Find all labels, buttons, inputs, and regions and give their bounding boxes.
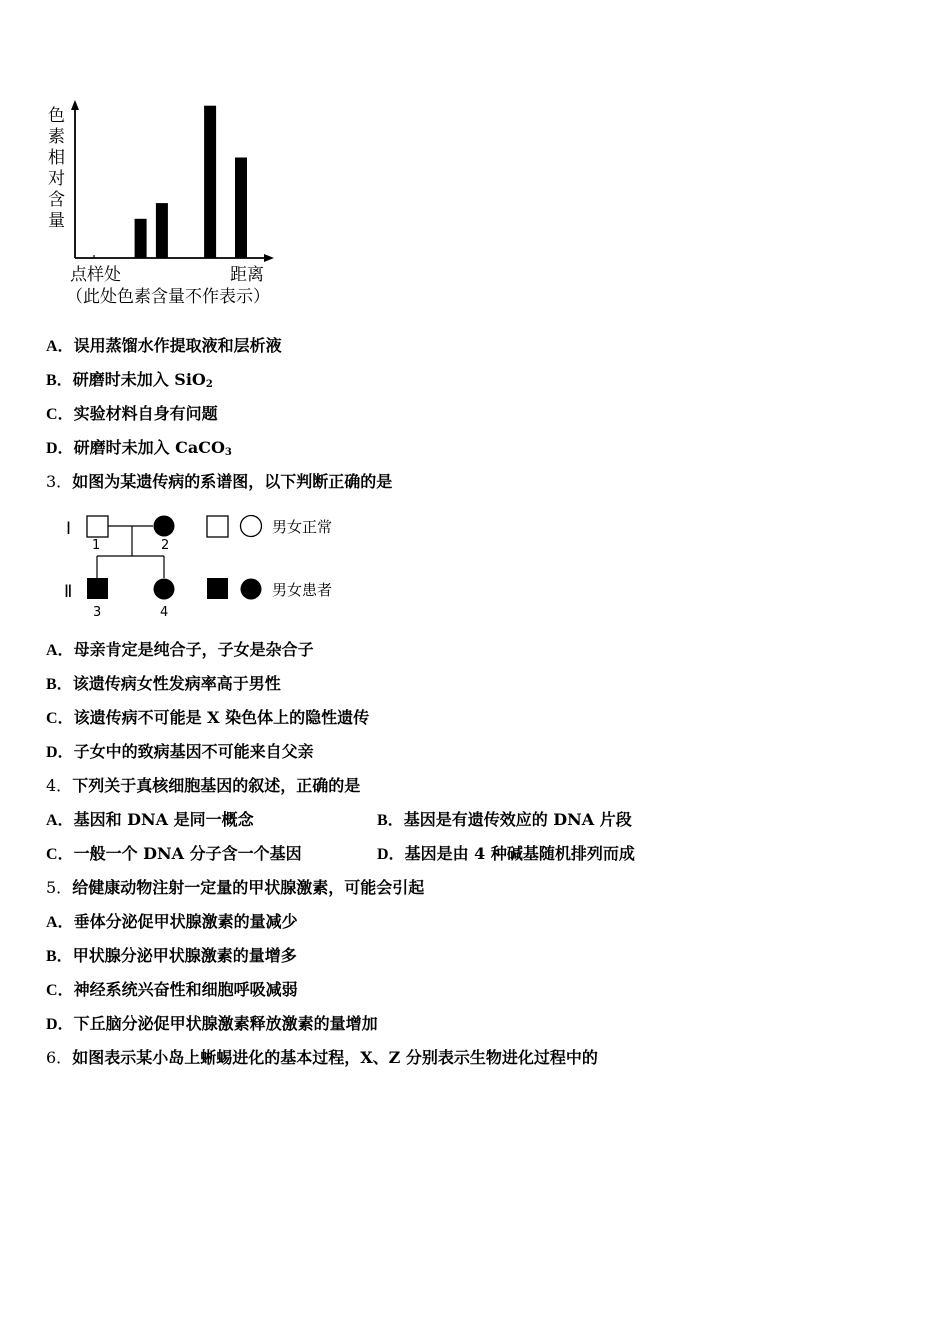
pigment-bar-3 xyxy=(204,106,216,258)
option-text: 神经系统兴奋性和细胞呼吸减弱 xyxy=(73,980,298,999)
q5-option-a[interactable] xyxy=(46,912,298,933)
question-number: 4． xyxy=(46,776,73,795)
option-text: 一般一个 DNA 分子含一个基因 xyxy=(73,844,302,863)
individual-number: 1 xyxy=(92,538,101,553)
legend-normal-label: 男女正常 xyxy=(272,518,333,536)
legend-affected-female xyxy=(241,579,262,600)
q4-stem xyxy=(46,776,360,796)
y-label-char: 对 xyxy=(48,169,65,189)
option-letter: A． xyxy=(46,642,74,659)
pigment-bar-1 xyxy=(135,219,147,258)
pigment-chart xyxy=(40,95,285,310)
option-text: 甲状腺分泌甲状腺激素的量增多 xyxy=(72,946,297,965)
option-letter: C． xyxy=(46,982,74,999)
option-text: 母亲肯定是纯合子，子女是杂合子 xyxy=(73,640,314,659)
q5-stem xyxy=(46,878,424,898)
pigment-bar-2 xyxy=(156,203,168,258)
individual-number: 4 xyxy=(160,605,169,620)
q3-option-b[interactable] xyxy=(46,674,281,695)
q5-option-d[interactable] xyxy=(46,1014,378,1035)
question-text: 如图表示某小岛上蜥蜴进化的基本过程，X、Z 分别表示生物进化过程中的 xyxy=(72,1048,598,1067)
subscript: 3 xyxy=(224,447,232,458)
legend-normal-male xyxy=(207,516,228,537)
option-letter: C． xyxy=(46,846,74,863)
option-letter: B． xyxy=(377,812,404,829)
option-text: 实验材料自身有问题 xyxy=(73,404,218,423)
option-letter: B． xyxy=(46,372,73,389)
option-letter: B． xyxy=(46,676,73,693)
generation-label-1: Ⅰ xyxy=(66,519,72,539)
option-letter: A． xyxy=(46,338,74,355)
option-letter: C． xyxy=(46,406,74,423)
q4-option-b[interactable] xyxy=(377,810,632,831)
q5-option-b[interactable] xyxy=(46,946,297,967)
x-axis-arrow xyxy=(264,254,274,262)
generation-label-2: Ⅱ xyxy=(64,582,73,602)
option-text: 研磨时未加入 CaCO xyxy=(73,438,225,457)
option-text: 基因和 DNA 是同一概念 xyxy=(73,810,254,829)
y-label-char: 量 xyxy=(48,211,65,231)
pedigree-chart xyxy=(60,508,360,626)
y-axis-arrow xyxy=(71,100,79,110)
question-number: 6． xyxy=(46,1048,73,1067)
question-text: 给健康动物注射一定量的甲状腺激素，可能会引起 xyxy=(72,878,425,897)
q3-stem xyxy=(46,472,392,492)
option-text: 基因是有遗传效应的 DNA 片段 xyxy=(403,810,632,829)
option-text: 误用蒸馏水作提取液和层析液 xyxy=(73,336,282,355)
pigment-bar-4 xyxy=(235,158,247,259)
q4-option-d[interactable] xyxy=(377,844,635,865)
q3-option-d[interactable] xyxy=(46,742,314,763)
y-label-char: 相 xyxy=(48,148,65,168)
subscript: 2 xyxy=(205,379,213,390)
individual-number: 2 xyxy=(161,538,170,553)
option-letter: D． xyxy=(377,846,405,863)
option-text: 子女中的致病基因不可能来自父亲 xyxy=(73,742,314,761)
bars xyxy=(135,106,247,258)
normal-male-1 xyxy=(87,516,108,537)
option-letter: A． xyxy=(46,914,74,931)
affected-female-2 xyxy=(154,516,175,537)
chart-note: （此处色素含量不作表示） xyxy=(66,287,270,307)
question-number: 3． xyxy=(46,472,73,491)
y-label-char: 色 xyxy=(48,106,65,126)
x-label-origin: 点样处 xyxy=(70,265,121,285)
y-label-char: 素 xyxy=(48,127,65,147)
question-text: 如图为某遗传病的系谱图，以下判断正确的是 xyxy=(72,472,393,491)
option-text: 该遗传病不可能是 X 染色体上的隐性遗传 xyxy=(73,708,370,727)
q3-option-a[interactable] xyxy=(46,640,314,661)
option-letter: B． xyxy=(46,948,73,965)
option-letter: D． xyxy=(46,1016,74,1033)
q6-stem xyxy=(46,1048,598,1068)
q2-option-b[interactable] xyxy=(46,370,213,391)
q2-option-d[interactable] xyxy=(46,438,232,459)
y-label-char: 含 xyxy=(48,190,65,210)
legend-affected-male xyxy=(207,578,228,599)
q4-option-c[interactable] xyxy=(46,844,302,865)
affected-female-4 xyxy=(154,579,175,600)
option-text: 下丘脑分泌促甲状腺激素释放激素的量增加 xyxy=(73,1014,378,1033)
option-text: 垂体分泌促甲状腺激素的量减少 xyxy=(73,912,298,931)
q5-option-c[interactable] xyxy=(46,980,298,1001)
x-label-distance: 距离 xyxy=(230,265,264,285)
q2-option-a[interactable] xyxy=(46,336,282,357)
individual-number: 3 xyxy=(93,605,102,620)
q3-option-c[interactable] xyxy=(46,708,369,729)
option-letter: A． xyxy=(46,812,74,829)
option-letter: C． xyxy=(46,710,74,727)
y-axis-label xyxy=(48,106,65,231)
affected-male-3 xyxy=(87,578,108,599)
question-number: 5． xyxy=(46,878,73,897)
option-letter: D． xyxy=(46,744,74,761)
legend-affected-label: 男女患者 xyxy=(272,581,333,599)
question-text: 下列关于真核细胞基因的叙述，正确的是 xyxy=(72,776,361,795)
q2-option-c[interactable] xyxy=(46,404,218,425)
q4-option-a[interactable] xyxy=(46,810,254,831)
legend-normal-female xyxy=(241,516,262,537)
option-text: 基因是由 4 种碱基随机排列而成 xyxy=(404,844,635,863)
option-text: 研磨时未加入 SiO xyxy=(72,370,206,389)
option-text: 该遗传病女性发病率高于男性 xyxy=(72,674,281,693)
option-letter: D． xyxy=(46,440,74,457)
